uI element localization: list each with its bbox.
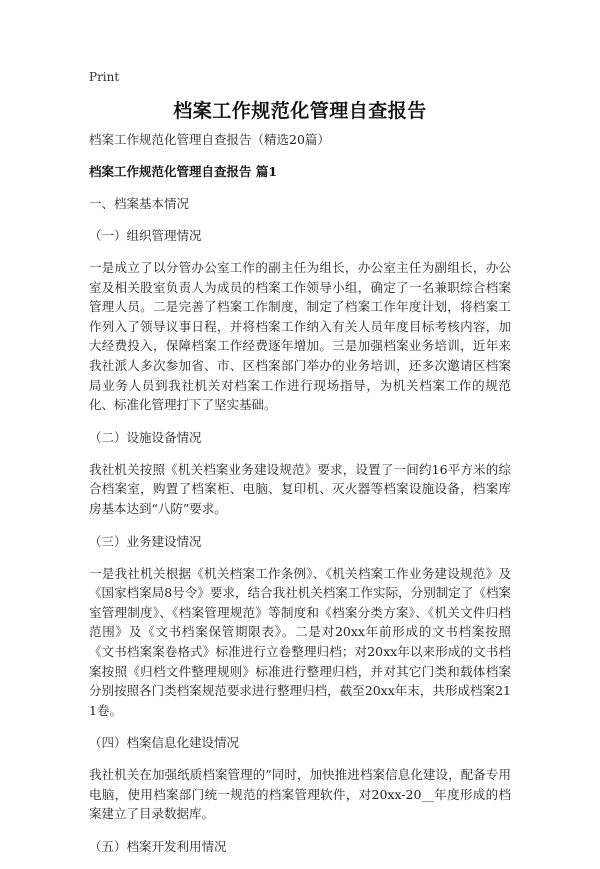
piece-title: 档案工作规范化管理自查报告 篇1: [89, 164, 278, 179]
subheading-utilization: （五）档案开发利用情况: [89, 839, 227, 855]
section-heading-basic-info: 一、档案基本情况: [89, 196, 190, 211]
subheading-organization: （一）组织管理情况: [89, 228, 202, 243]
subheading-business-building: （三）业务建设情况: [89, 533, 202, 549]
paragraph-business-building: 一是我社机关根据《机关档案工作条例》、《机关档案工作业务建设规范》及《国家档案局8号令》要求，结合我社机关档案工作实际，分别制定了《档案室管理制度》、《档案管理规范》等制度和《档案分类方案》、《机关文件归档范围》及《文书档案保管期限表》。二是对20xx年前形成的文书档案按照《文书档案案卷格式》标准进行立卷整理归档；对20xx年以来形成的文书档案按照《归档文件整理规则》标准进行整理归档，并对其它门类和载体档案分别按照各门类档案规范要求进行整理归档，截至20xx年末，共形成档案211卷。: [89, 565, 511, 718]
document-body: [89, 130, 511, 869]
document-subtitle: 档案工作规范化管理自查报告（精选20篇）: [89, 132, 330, 147]
paragraph-informatization: 我社机关在加强纸质档案管理的”同时，加快推进档案信息化建设，配备专用电脑，使用档案部门统一规范的档案管理软件，对20xx-20__年度形成的档案建立了目录数据库。: [89, 767, 511, 822]
paragraph-facilities: 我社机关按照《机关档案业务建设规范》要求，设置了一间约16平方米的综合档案室，购置了档案柜、电脑、复印机、灭火器等档案设施设备，档案库房基本达到“八防”要求。: [89, 461, 511, 516]
subheading-informatization: （四）档案信息化建设情况: [89, 735, 240, 751]
document-title: 档案工作规范化管理自查报告: [173, 100, 427, 122]
print-label[interactable]: Print: [89, 70, 120, 84]
paragraph-organization: 一是成立了以分管办公室工作的副主任为组长，办公室主任为副组长，办公室及相关股室负责人为成员的档案工作领导小组，确定了一名兼职综合档案管理人员。二是完善了档案工作制度，制定了档案工作年度计划，将档案工作列入了领导议事日程，并将档案工作纳入有关人员年度目标考核内容，加大经费投入，保障档案工作经费逐年增加。三是加强档案业务培训，近年来我社派人多次参加省、市、区档案部门举办的业务培训，还多次邀请区档案局业务人员到我社机关对档案工作进行现场指导，为机关档案工作的规范化、标准化管理打下了坚实基础。: [89, 260, 511, 413]
subheading-facilities: （二）设施设备情况: [89, 429, 202, 445]
